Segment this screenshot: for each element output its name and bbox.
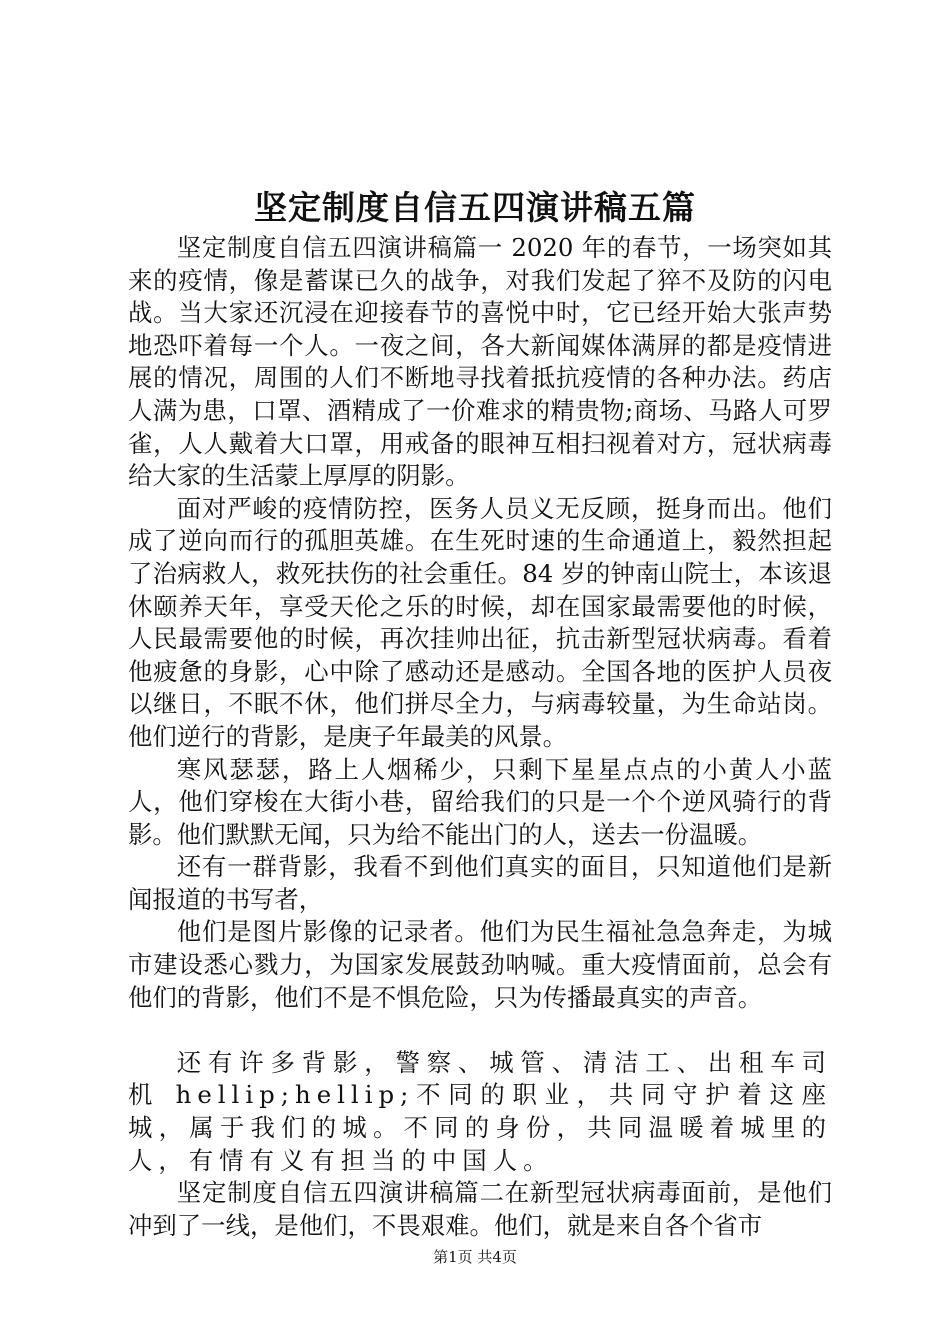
paragraph-2: 面对严峻的疫情防控，医务人员义无反顾，挺身而出。他们成了逆向而行的孤胆英雄。在生死时速的生命通道上，毅然担起了治病救人，救死扶伤的社会重任。84 岁的钟南山院士，本该退休颐养天年，享受天伦之乐的时候，却在国家最需要他的时候，人民最需要他的时候，再次挂帅出征，抗击新型冠状病毒。看着他疲惫的身影，心中除了感动还是感动。全国各地的医护人员夜以继日，不眠不休，他们拼尽全力，与病毒较量，为生命站岗。他们逆行的背影，是庚子年最美的风景。 — [128, 493, 832, 751]
paragraph-5: 他们是图片影像的记录者。他们为民生福祉急急奔走，为城市建设悉心戮力，为国家发展鼓劲呐喊。重大疫情面前，总会有他们的背影，他们不是不惧危险，只为传播最真实的声音。 — [128, 917, 832, 1012]
paragraph-1: 坚定制度自信五四演讲稿篇一 2020 年的春节，一场突如其来的疫情，像是蓄谋已久的战争，对我们发起了猝不及防的闪电战。当大家还沉浸在迎接春节的喜悦中时，它已经开始大张声势地恐吓着每一个人。一夜之间，各大新闻媒体满屏的都是疫情进展的情况，周围的人们不断地寻找着抵抗疫情的各种办法。药店人满为患，口罩、酒精成了一价难求的精贵物;商场、马路人可罗雀，人人戴着大口罩，用戒备的眼神互相扫视着对方，冠状病毒给大家的生活蒙上厚厚的阴影。 — [128, 233, 832, 491]
paragraph-4: 还有一群背影，我看不到他们真实的面目，只知道他们是新闻报道的书写者， — [128, 852, 832, 914]
paragraph-6: 还有许多背影，警察、城管、清洁工、出租车司机 hellip;hellip;不同的职业，共同守护着这座城，属于我们的城。不同的身份，共同温暖着城里的人，有情有义有担当的中国人。 — [128, 1047, 832, 1175]
document-body — [128, 232, 832, 1242]
paragraph-3: 寒风瑟瑟，路上人烟稀少，只剩下星星点点的小黄人小蓝人，他们穿梭在大街小巷，留给我们的只是一个个逆风骑行的背影。他们默默无闻，只为给不能出门的人，送去一份温暖。 — [128, 754, 832, 849]
document-title: 坚定制度自信五四演讲稿五篇 — [254, 188, 696, 227]
blank-line — [128, 1014, 832, 1047]
page-footer: 第1页 共4页 — [433, 1248, 517, 1266]
paragraph-7: 坚定制度自信五四演讲稿篇二在新型冠状病毒面前，是他们冲到了一线，是他们，不畏艰难。他们，就是来自各个省市 — [128, 1178, 832, 1240]
